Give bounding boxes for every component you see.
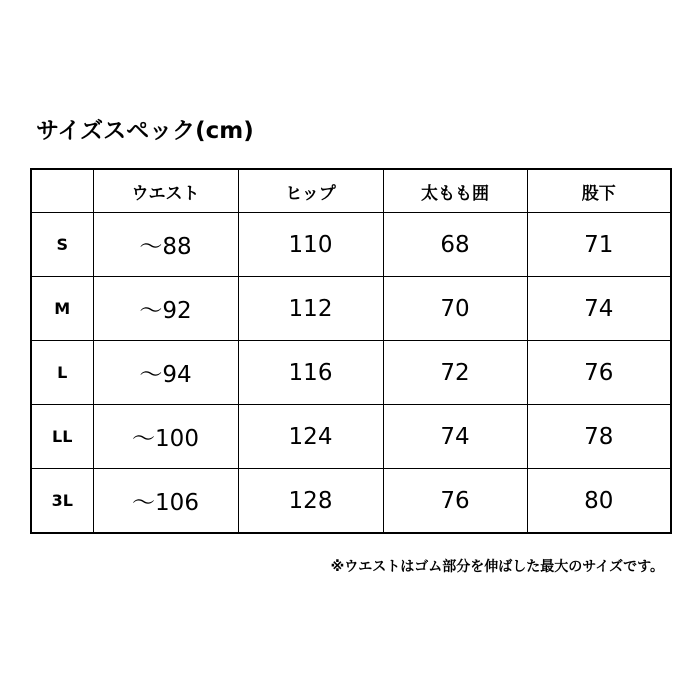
table-row xyxy=(31,469,671,534)
thigh-cell: 68 xyxy=(383,213,527,277)
hip-cell: 116 xyxy=(238,341,383,405)
header-thigh: 太もも囲 xyxy=(383,169,527,213)
waist-cell: ～100 xyxy=(93,405,238,469)
waist-cell: ～94 xyxy=(93,341,238,405)
page-title: サイズスペック(cm) xyxy=(36,118,254,144)
header-hip: ヒップ xyxy=(238,169,383,213)
thigh-cell: 72 xyxy=(383,341,527,405)
header-waist: ウエスト xyxy=(93,169,238,213)
footnote: ※ウエストはゴム部分を伸ばした最大のサイズです。 xyxy=(330,559,664,575)
table-row xyxy=(31,277,671,341)
hip-cell: 110 xyxy=(238,213,383,277)
inseam-cell: 76 xyxy=(527,341,671,405)
thigh-cell: 70 xyxy=(383,277,527,341)
thigh-cell: 74 xyxy=(383,405,527,469)
waist-cell: ～106 xyxy=(93,469,238,534)
inseam-cell: 80 xyxy=(527,469,671,534)
thigh-cell: 76 xyxy=(383,469,527,534)
inseam-cell: 71 xyxy=(527,213,671,277)
size-label: S xyxy=(31,213,93,277)
size-label: M xyxy=(31,277,93,341)
size-label: LL xyxy=(31,405,93,469)
table-header-row xyxy=(31,169,671,213)
table-row xyxy=(31,213,671,277)
header-corner xyxy=(31,169,93,213)
size-label: 3L xyxy=(31,469,93,534)
table-row xyxy=(31,341,671,405)
size-spec-table xyxy=(30,168,672,534)
hip-cell: 112 xyxy=(238,277,383,341)
table-row xyxy=(31,405,671,469)
size-label: L xyxy=(31,341,93,405)
hip-cell: 128 xyxy=(238,469,383,534)
waist-cell: ～92 xyxy=(93,277,238,341)
waist-cell: ～88 xyxy=(93,213,238,277)
hip-cell: 124 xyxy=(238,405,383,469)
inseam-cell: 74 xyxy=(527,277,671,341)
inseam-cell: 78 xyxy=(527,405,671,469)
header-inseam: 股下 xyxy=(527,169,671,213)
